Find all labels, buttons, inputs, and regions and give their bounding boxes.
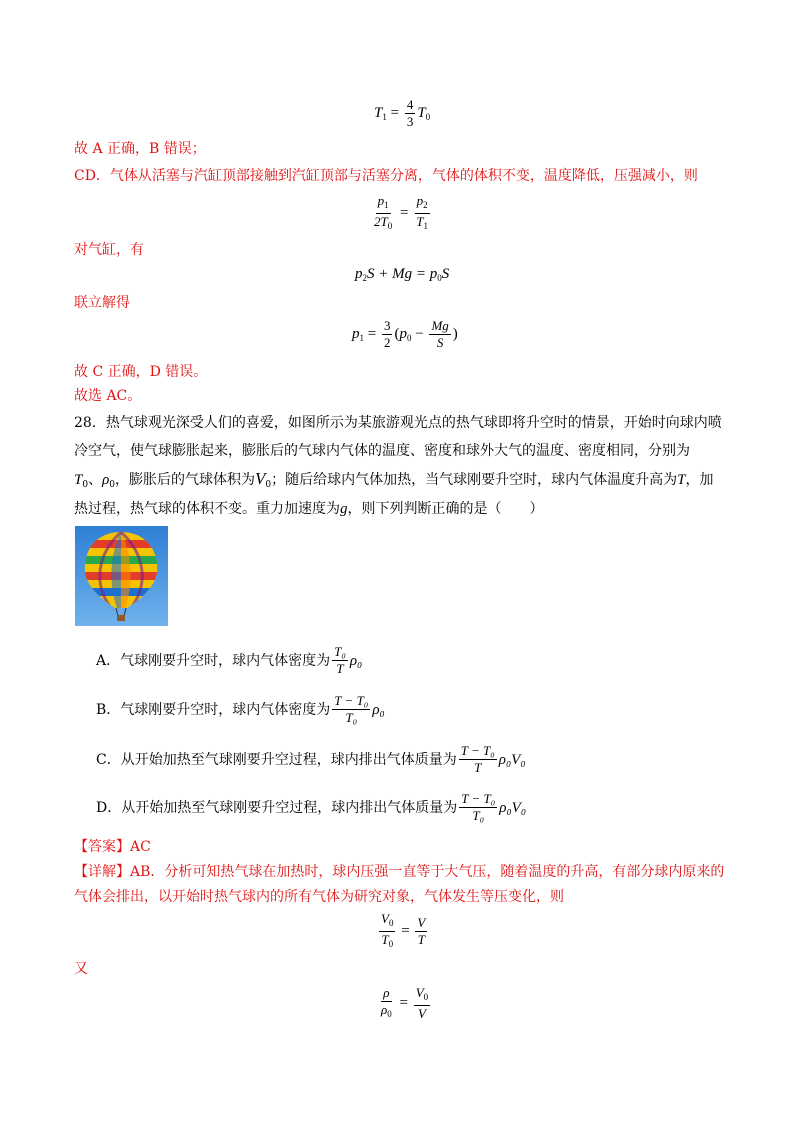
text-choose: 故选 AC。 [74,388,142,404]
q-t: T [677,472,686,488]
equation-p1-p2 [370,193,432,234]
question-line-2: 冷空气，使气球膨胀起来，膨胀后的气球内气体的温度、密度和球外大气的温度、密度相同，分别为 [74,443,690,459]
eq1-num: 4 [406,97,414,112]
text-also: 又 [74,961,88,977]
equation-force-balance [355,266,449,283]
eq2-l-den: 2T [374,214,388,229]
eq4-lhs: p [352,325,360,342]
eq4-f-num: Mg [431,318,449,333]
eq5-left-fraction [379,911,395,952]
option-a-tail: ρ₀ [349,652,363,669]
eq4-close: ) [452,325,458,342]
answer-tag: 【答案】 [74,839,130,855]
eq2-left-fraction [372,193,394,234]
option-b [96,693,385,726]
q-v0: V [255,469,266,488]
eq4-fraction [382,318,393,351]
eq2-r-num: p [416,193,424,208]
eq6-left-fraction [379,985,394,1022]
eq3-p0-sub: 0 [437,273,442,283]
option-d [96,791,526,824]
eq1-lhs: T [374,104,383,121]
q-t0-sub: 0 [82,480,89,490]
option-a [96,644,362,677]
q-rho0: ρ [102,472,110,488]
eq5-l-num-sub: 0 [388,918,394,928]
option-b-label: B．气球刚要升空时，球内气体密度为 [96,701,331,718]
eq6-l-den-sub: 0 [387,1009,392,1019]
eq5-l-den: T [381,932,389,947]
option-a-fraction [332,644,348,677]
option-d-tail: ρ₀V₀ [499,799,527,816]
option-c-tail: ρ₀V₀ [498,751,526,768]
eq4-f-den: S [436,335,444,350]
option-d-den: T₀ [472,808,485,823]
eq4-mg-fraction [429,318,450,351]
eq1-eq: = [390,104,400,121]
text-a-b: 故 A 正确，B 错误； [74,141,206,157]
eq2-r-den: T [416,214,424,229]
eq3-p0: p [429,266,438,282]
text-c-d: 故 C 正确，D 错误。 [74,364,208,380]
q-volume-text: ，膨胀后的气球体积为 [115,472,256,488]
eq1-rhs-sub: 0 [425,111,431,122]
eq3-s: S [441,266,450,282]
eq6-r-num-sub: 0 [423,992,429,1002]
eq5-l-num: V [381,911,389,926]
detail-line-1 [74,862,724,882]
option-c-den: T [474,760,482,775]
eq2-l-num-sub: 1 [384,200,389,210]
eq2-l-num: p [377,193,385,208]
q4-g: g [340,501,348,517]
eq6-l-num: ρ [383,985,390,1000]
detail-tag: 【详解】 [74,864,130,880]
question-line-4 [74,499,544,519]
option-b-num: T − T₀ [334,693,369,708]
option-a-den: T [336,661,344,676]
eq4-lhs-sub: 1 [359,332,364,343]
eq1-fraction [405,97,416,130]
eq1-lhs-sub: 1 [382,111,387,122]
eq6-l-den: ρ [381,1002,388,1017]
equation-density [377,985,432,1022]
eq4-minus: − [415,325,424,342]
option-b-den: T₀ [345,710,358,725]
q4-a: 热过程，热气球的体积不变。重力加速度为 [74,501,340,517]
option-a-num: T₀ [334,644,346,659]
detail-text-1: AB．分析可知热气球在加热时，球内压强一直等于大气压，随着温度的升高，有部分球内原来的 [130,864,725,880]
option-d-fraction [459,791,497,824]
eq3-rest: S + Mg = [367,266,430,282]
q-v0-sub: 0 [265,480,272,490]
eq6-right-fraction [414,985,430,1022]
equation-t1 [374,97,430,130]
eq4-num: 3 [383,318,391,333]
hot-air-balloon-image [75,526,168,626]
option-d-num: T − T₀ [461,791,496,806]
eq5-r-num: V [417,915,426,930]
option-a-label: A．气球刚要升空时，球内气体密度为 [96,652,331,669]
question-line-1: 28．热气球观光深受人们的喜爱，如图所示为某旅游观光点的热气球即将升空时的情景，开始时向球内喷 [74,415,722,431]
eq4-eq: = [367,325,377,342]
eq5-right-fraction [415,915,427,948]
answer-value: AC [130,839,151,855]
question-line-3 [74,469,713,495]
eq4-open: ( [394,325,400,342]
eq2-l-den-sub: 0 [387,221,393,231]
eq5-l-den-sub: 0 [388,939,394,949]
option-d-label: D．从开始加热至气球刚要升空过程，球内排出气体质量为 [96,799,458,816]
q-t0: T [74,472,83,488]
option-c-fraction [459,743,497,776]
eq3-p: p [355,266,363,282]
eq3-p-sub: 2 [362,273,367,283]
eq6-r-num: V [415,985,424,1000]
eq1-den: 3 [406,114,414,129]
eq5-eq: = [401,922,410,939]
eq6-eq: = [399,994,408,1011]
eq6-r-den: V [417,1006,426,1021]
text-cd: CD．气体从活塞与汽缸顶部接触到汽缸顶部与活塞分离，气体的体积不变，温度降低，压强减小，则 [74,168,698,184]
text-solve: 联立解得 [74,295,130,311]
eq2-r-num-sub: 2 [423,200,428,210]
answer [74,837,151,857]
eq1-rhs: T [417,104,426,121]
eq4-den: 2 [383,335,391,350]
detail-line-2: 气体会排出，以开始时热气球内的所有气体为研究对象，气体发生等压变化，则 [74,889,564,905]
q4-c: ，则下列判断正确的是（ ） [347,501,544,517]
option-c-num: T − T₀ [460,743,495,758]
equation-isobaric [377,911,429,952]
q-tail: ，加 [685,472,714,488]
option-c-label: C．从开始加热至气球刚要升空过程，球内排出气体质量为 [96,751,457,768]
option-b-fraction [332,693,370,726]
option-b-tail: ρ₀ [372,701,385,718]
equation-p1-result [352,318,458,351]
eq2-r-den-sub: 1 [423,221,428,231]
eq2-right-fraction [414,193,430,234]
q-heating-text: ；随后给球内气体加热，当气球刚要升空时，球内气体温度升高为 [271,472,678,488]
eq5-r-den: T [417,932,426,947]
eq4-p0-sub: 0 [406,332,412,343]
q-sep: 、 [88,472,103,488]
q-rho0-sub: 0 [109,480,116,490]
text-cylinder: 对气缸，有 [74,242,144,258]
option-c [96,743,526,776]
eq4-p0: p [399,325,407,342]
eq2-eq: = [399,204,409,221]
